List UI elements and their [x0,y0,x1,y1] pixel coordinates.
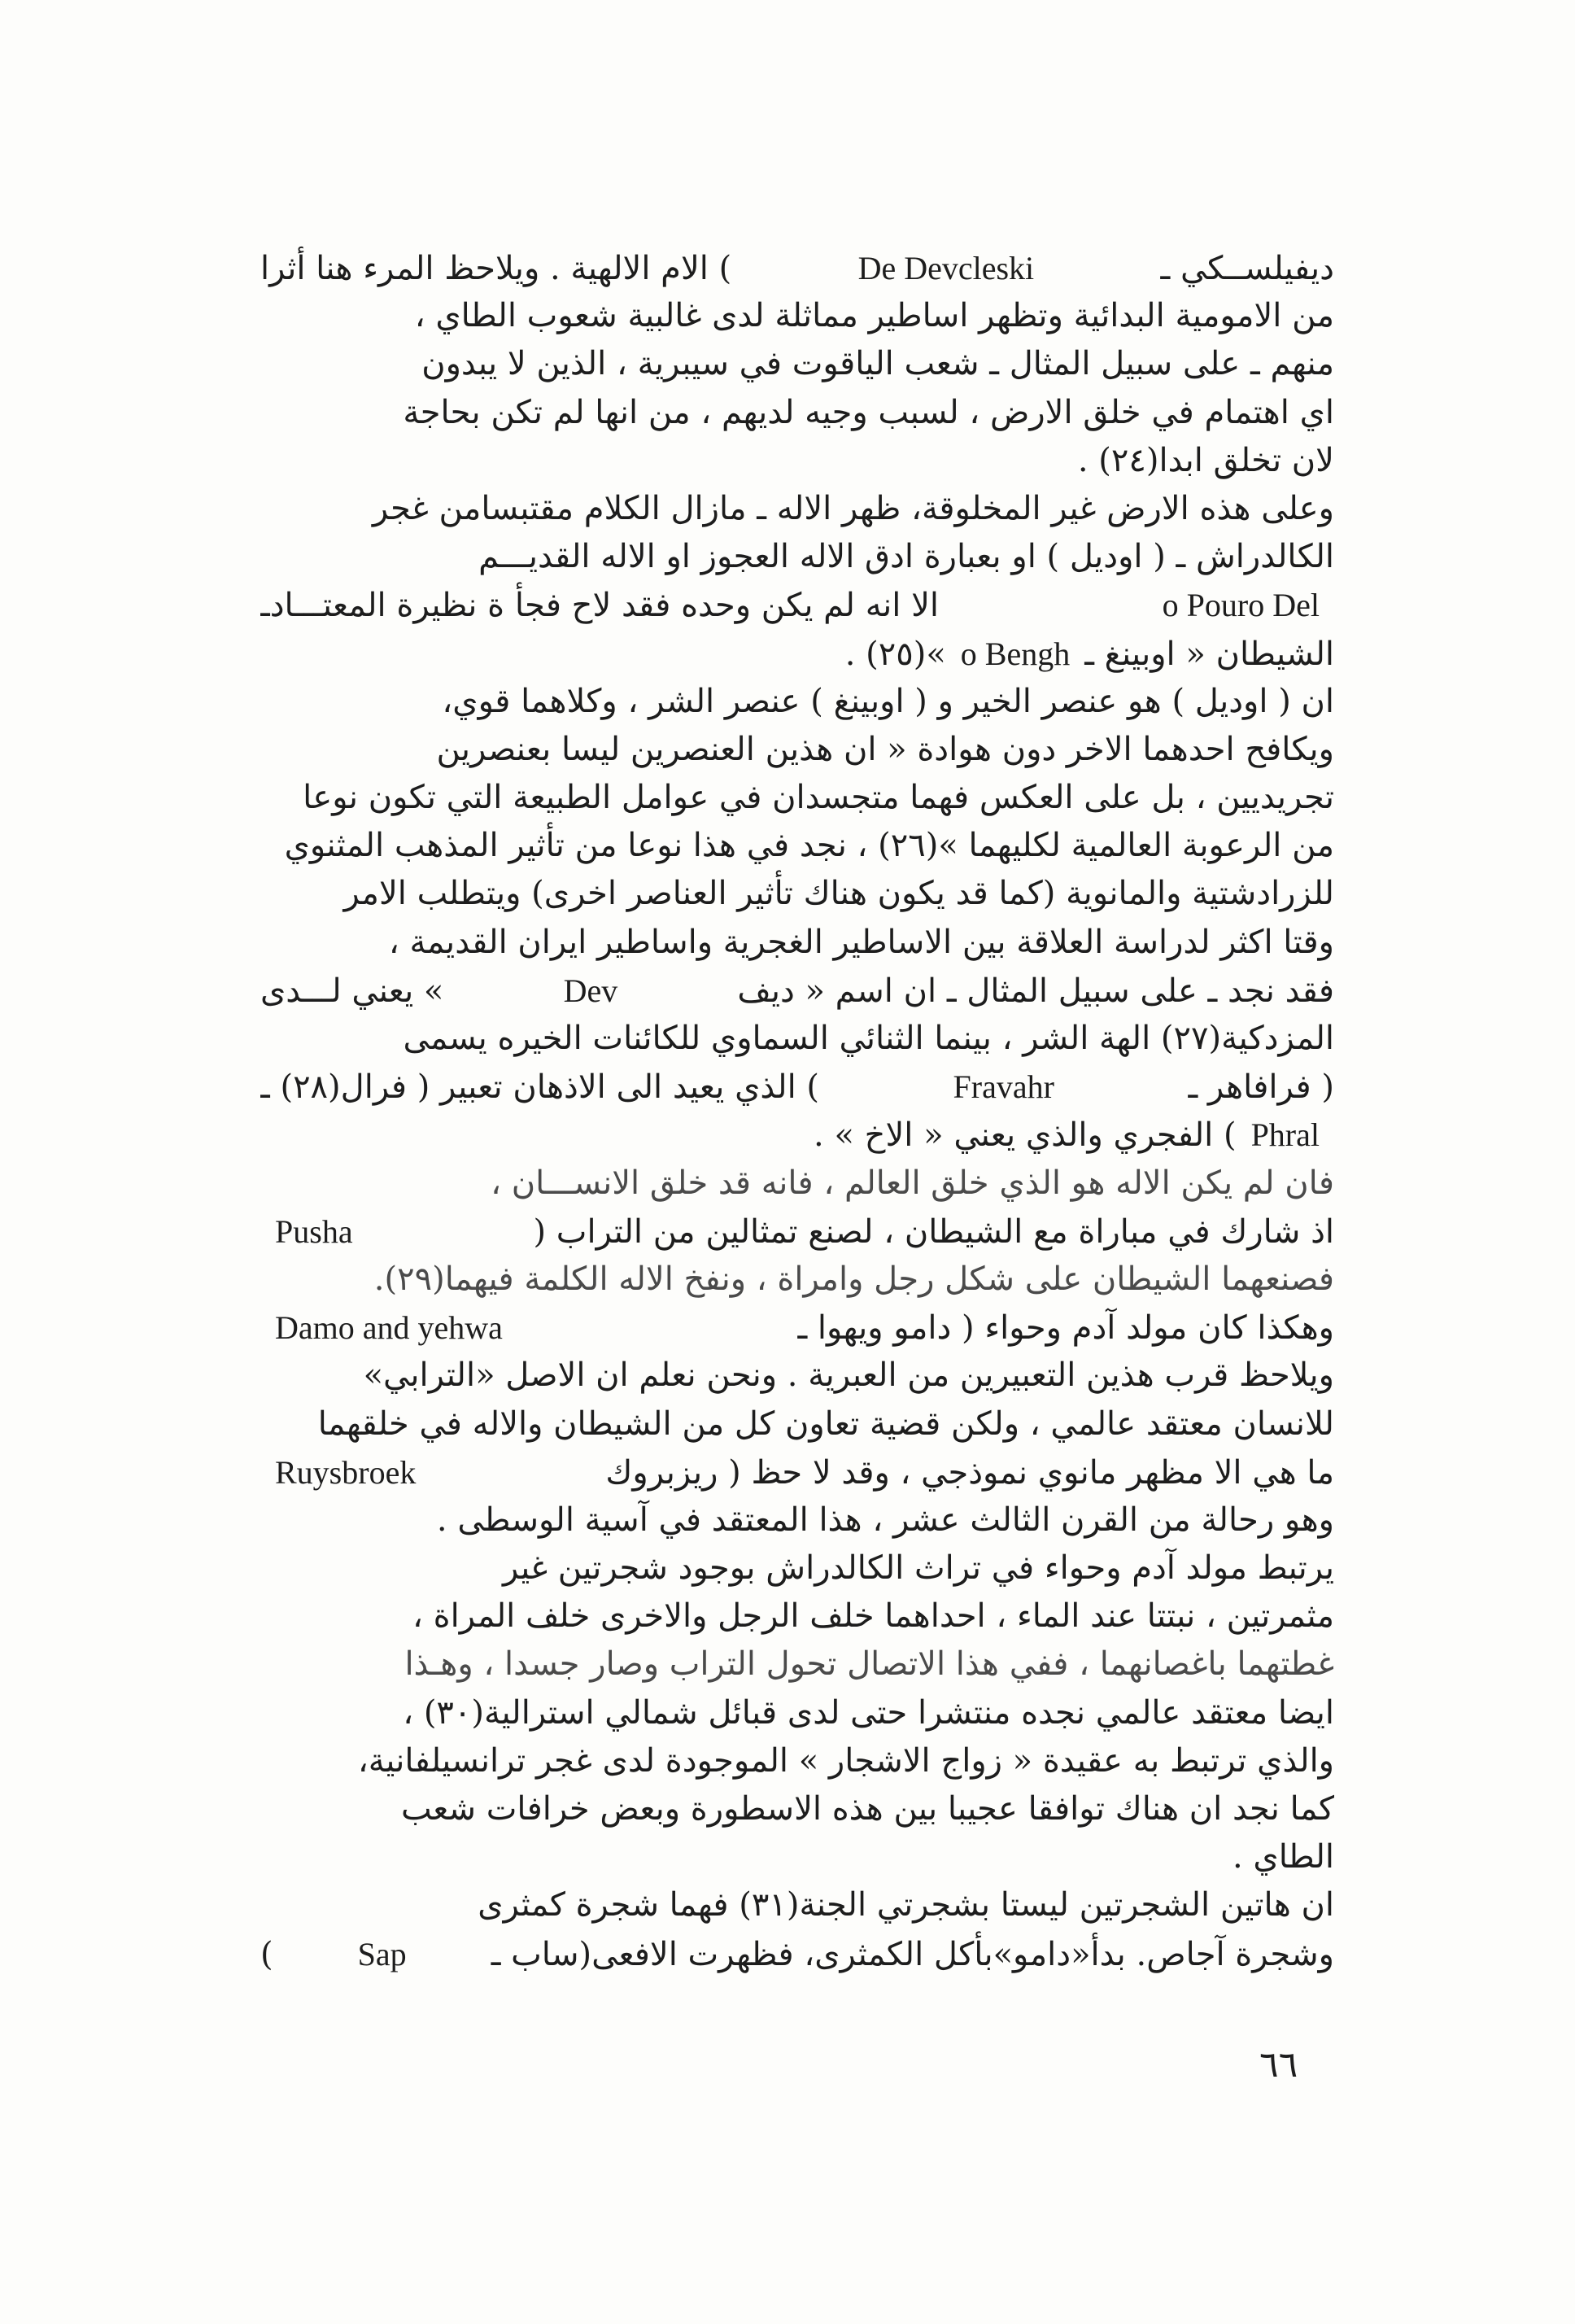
line-36-part-b: ) [260,1935,273,1973]
line-33-text: كما نجد ان هناك توافقا عجيبا بين هذه الاسطورة وبعض خرافات شعب [400,1790,1334,1828]
text-line-34 [260,1833,1334,1881]
text-line-16 [260,967,1334,1015]
line-25-text: للانسان معتقد عالمي ، ولكن قضية تعاون كل من الشيطان والاله في خلقهما [317,1404,1334,1443]
text-line-2 [260,292,1334,340]
line-20-text: فان لم يكن الاله هو الذي خلق العالم ، فانه قد خلق الانســـان ، [491,1164,1334,1202]
text-line-5 [260,437,1334,485]
text-line-32 [260,1737,1334,1785]
line-26-part-a: ما هي الا مظهر مانوي نموذجي ، وقد لا حظ ( ريزبروك [605,1453,1334,1492]
line-18-latin: Fravahr [953,1068,1054,1106]
line-21-latin: Pusha [275,1212,353,1250]
text-line-12 [260,774,1334,822]
line-27-text: وهو رحالة من القرن الثالث عشر ، هذا المعتقد في آسية الوسطى . [436,1501,1334,1539]
text-line-14 [260,870,1334,918]
line-9-part-a: الشيطان « اوبينغ ـ [1084,635,1334,673]
text-line-6 [260,485,1334,533]
text-line-11 [260,726,1334,774]
text-line-13 [260,822,1334,870]
line-30-text: غطتهما باغصانهما ، ففي هذا الاتصال تحول التراب وصار جسدا ، وهـذا [404,1645,1334,1684]
text-line-35 [260,1881,1334,1929]
line-2-text: من الامومية البدائية وتظهر اساطير مماثلة لدى غالبية شعوب الطاي ، [414,297,1334,335]
line-12-text: تجريديين ، بل على العكس فهما متجسدان في عوامل الطبيعة التي تكون نوعا [303,779,1334,817]
line-1-latin: De Devcleski [857,250,1035,286]
line-19-latin: Phral [1250,1116,1320,1154]
line-16-latin: Dev [563,972,618,1009]
text-line-23 [260,1304,1334,1352]
line-35-text: ان هاتين الشجرتين ليستا بشجرتي الجنة(٣١) فهما شجرة كمثرى [478,1886,1334,1924]
line-4-text: اي اهتمام في خلق الارض ، لسبب وجيه لديهم ، من انها لم تكن بحاجة [403,393,1334,431]
line-1-part-b: ) الام الالهية . ويلاحظ المرء هنا أثرا [260,250,732,287]
text-line-3 [260,340,1334,388]
line-19-part-b: ) الفجري والذي يعني « الاخ » . [814,1116,1237,1155]
line-9-latin: o Bengh [960,635,1071,672]
line-5-text: لان تخلق ابدا(٢٤) . [1077,441,1334,479]
line-6-text: وعلى هذه الارض غير المخلوقة، ظهر الاله ـ مازال الكلام مقتبسامن غجر [372,489,1334,527]
line-24-text: ويلاحظ قرب هذين التعبيرين من العبرية . ونحن نعلم ان الاصل «الترابي» [363,1356,1334,1395]
text-line-27 [260,1496,1334,1544]
text-line-20 [260,1160,1334,1208]
text-line-1 [260,244,1334,292]
line-23-latin: Damo and yehwa [275,1309,503,1347]
line-31-text: ايضا معتقد عالمي نجده منتشرا حتى لدى قبائل شمالي استرالية(٣٠) ، [403,1693,1334,1732]
line-16-part-a: فقد نجد ـ على سبيل المثال ـ ان اسم « ديف [737,972,1334,1010]
line-15-text: وقتا اكثر لدراسة العلاقة بين الاساطير الغجرية واساطير ايران القديمة ، [388,923,1334,961]
text-line-22 [260,1256,1334,1304]
line-26-latin: Ruysbroek [275,1453,417,1491]
text-line-10 [260,678,1334,726]
page-number: ٦٦ [1259,2044,1298,2086]
line-10-text: ان ( اوديل ) هو عنصر الخير و ( اوبينغ ) عنصر الشر ، وكلاهما قوي، [442,682,1334,720]
line-8-part-b: الا انه لم يكن وحده فقد لاح فجأ ة نظيرة المعتـــادـ [260,587,940,625]
line-34-text: الطاي . [1232,1838,1334,1876]
text-line-15 [260,919,1334,967]
line-32-text: والذي ترتبط به عقيدة « زواج الاشجار » الموجودة لدى غجر ترانسيلفانية، [357,1741,1334,1780]
text-line-4 [260,389,1334,437]
line-8-latin: o Pouro Del [1162,587,1320,624]
line-7-text: الكالدراش ـ ( اوديل ) او بعبارة ادق الاله العجوز او الاله القديـــم [478,538,1334,576]
text-line-7 [260,533,1334,581]
line-16-part-b: » يعني لـــدى [260,972,444,1010]
line-36-part-a: وشجرة آجاص. بدأ«دامو»بأكل الكمثرى، فظهرت الافعى(ساب ـ [491,1935,1334,1973]
text-line-19 [260,1111,1334,1159]
line-23-part-a: وهكذا كان مولد آدم وحواء ( دامو ويهوا ـ [797,1309,1334,1348]
body-text [260,244,1334,1978]
line-28-text: يرتبط مولد آدم وحواء في تراث الكالدراش بوجود شجرتين غير [503,1549,1334,1588]
line-1-part-a: ديفيلســكي ـ [1160,250,1334,287]
line-22-text: فصنعهما الشيطان على شكل رجل وامراة ، ونفخ الاله الكلمة فيهما(٢٩). [373,1260,1334,1298]
text-line-18 [260,1063,1334,1111]
line-18-part-a: ( فرافاهر ـ [1188,1068,1334,1107]
text-line-9 [260,630,1334,678]
line-29-text: مثمرتين ، نبتتا عند الماء ، احداهما خلف الرجل والاخرى خلف المراة ، [412,1597,1334,1636]
text-line-17 [260,1015,1334,1063]
line-14-text: للزرادشتية والمانوية (كما قد يكون هناك تأثير العناصر اخرى) ويتطلب الامر [343,875,1334,913]
text-line-30 [260,1640,1334,1688]
text-line-25 [260,1400,1334,1448]
text-line-26 [260,1448,1334,1496]
line-36-latin: Sap [357,1935,407,1972]
text-line-33 [260,1785,1334,1833]
text-line-28 [260,1544,1334,1592]
line-13-text: من الرعوبة العالمية لكليهما »(٢٦) ، نجد في هذا نوعا من تأثير المذهب المثنوي [284,827,1334,865]
line-3-text: منهم ـ على سبيل المثال ـ شعب الياقوت في سيبرية ، الذين لا يبدون [421,345,1334,383]
text-line-8 [260,581,1334,629]
line-9-part-b: »(٢٥) . [844,635,946,673]
text-line-31 [260,1689,1334,1737]
text-line-36 [260,1930,1334,1978]
text-line-24 [260,1352,1334,1400]
line-17-text: المزدكية(٢٧) الهة الشر ، بينما الثنائي السماوي للكائنات الخيره يسمى [403,1020,1334,1057]
line-11-text: ويكافح احدهما الاخر دون هوادة « ان هذين العنصرين ليسا بعنصرين [436,730,1334,768]
text-line-21 [260,1208,1334,1256]
line-18-part-b: ) الذي يعيد الى الاذهان تعبير ( فرال(٢٨) ـ [260,1068,819,1107]
text-line-29 [260,1592,1334,1640]
line-21-part-a: اذ شارك في مباراة مع الشيطان ، لصنع تمثالين من التراب ( [533,1212,1334,1251]
